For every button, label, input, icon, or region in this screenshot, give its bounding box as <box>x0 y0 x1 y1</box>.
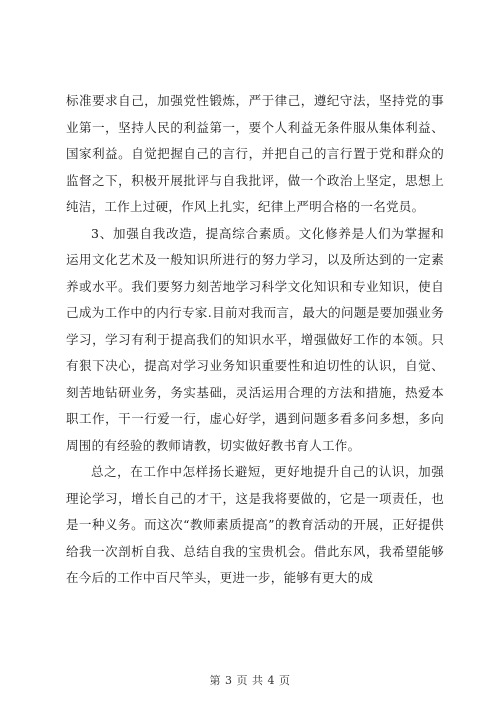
paragraph-party-discipline: 标准要求自己，加强党性锻炼，严于律己，遵纪守法，坚持党的事业第一，坚持人民的利益第一，要个人利益无条件服从集体利益、国家利益。自觉把握自己的言行，并把自己的言行置于党和群众的监督之下，积极开展批评与自我批评，做一个政治上坚定，思想上纯洁，工作上过硬，作风上扎实，纪律上严明合格的一名党员。 <box>66 93 444 214</box>
document-body <box>66 88 444 592</box>
paragraph-conclusion: 总之，在工作中怎样扬长避短，更好地提升自己的认识，加强理论学习，增长自己的才干，这是我将要做的，它是一项责任，也是一种义务。而这次“教师素质提高”的教育活动的开展，正好提供给我一次剖析自我、总结自我的宝贵机会。借此东风，我希望能够在今后的工作中百尺竿头，更进一步，能够有更大的成 <box>66 464 444 585</box>
page-number-footer: 第 3 页 共 4 页 <box>209 674 291 687</box>
paragraph-self-improvement: 3、加强自我改造，提高综合素质。文化修养是人们为掌握和运用文化艺术及一般知识所进行的努力学习，以及所达到的一定素养或水平。我们要努力刻苦地学习科学文化知识和专业知识，使自己成为工作中的内行专家.目前对我而言，最大的问题是要加强业务学习，学习有利于提高我们的知识水平，增强做好工作的本领。只有狠下决心，提高对学习业务知识重要性和迫切性的认识，自觉、刻苦地钻研业务，务实基础，灵活运用合理的方法和措施，热爱本职工作，干一行爱一行，虚心好学，遇到问题多看多问多想，多向周围的有经验的教师请教，切实做好教书育人工作。 <box>66 225 444 453</box>
